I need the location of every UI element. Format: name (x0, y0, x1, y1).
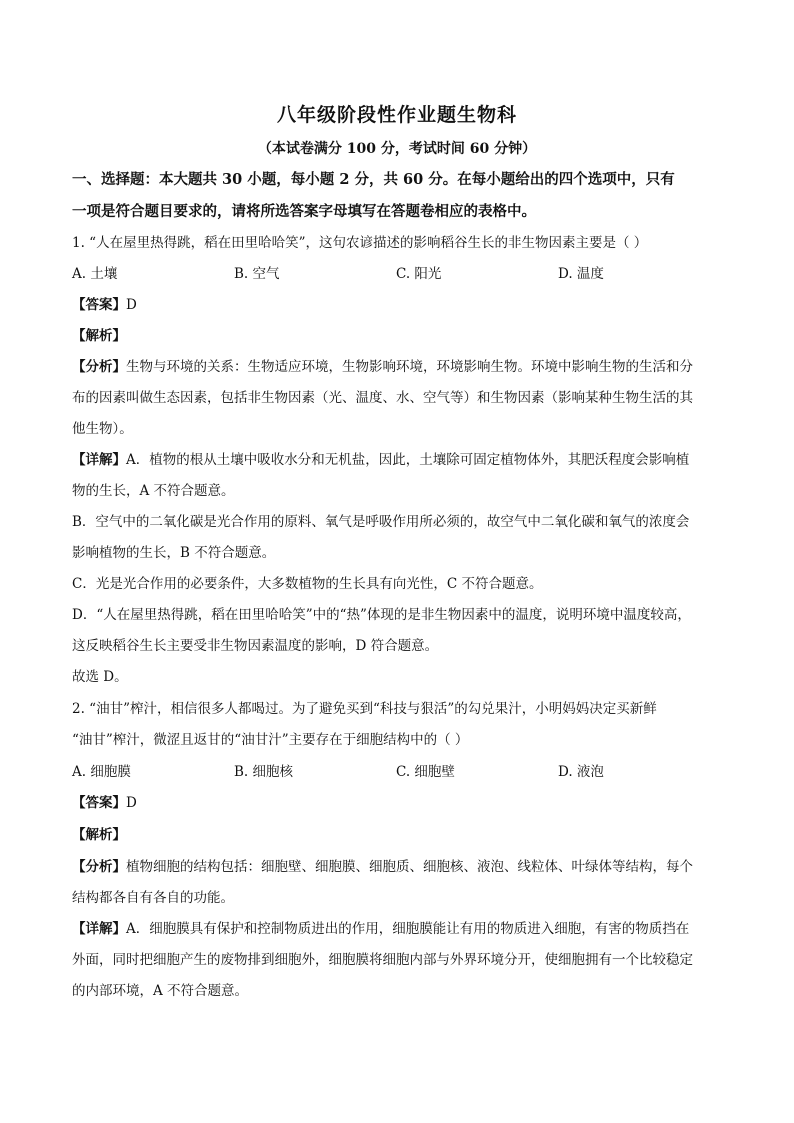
q1-stem: 1. “人在屋里热得跳，稻在田里哈哈笑”，这句农谚描述的影响稻谷生长的非生物因素主要是（ ） (72, 235, 648, 251)
page-title: 八年级阶段性作业题生物科 (276, 104, 517, 126)
xiangjie-text: A．细胞膜具有保护和控制物质进出的作用，细胞膜能让有用的物质进入细胞，有害的物质挡在 (126, 921, 690, 937)
fenxi-line-2: 布的因素叫做生态因素，包括非生物因素（光、温度、水、空气等）和生物因素（影响某种生物生活的其 (72, 390, 693, 406)
q2-option-b: B. 细胞核 (234, 764, 294, 780)
q2-xiangjie (72, 914, 722, 1007)
q1-option-a: A. 土壤 (72, 266, 118, 282)
q2-stem (72, 694, 722, 756)
q2-stem-line-2: “油甘”榨汁，微涩且返甘的“油甘汁”主要存在于细胞结构中的（ ） (72, 732, 469, 748)
xiangjie-tag: 【详解】 (72, 452, 126, 468)
xiangjie-line-c1: C．光是光合作用的必要条件，大多数植物的生长具有向光性，C 不符合题意。 (72, 576, 543, 592)
fenxi-line-2: 结构都各自有各自的功能。 (72, 890, 234, 906)
xiangjie-line-d2: 这反映稻谷生长主要受非生物因素温度的影响，D 符合题意。 (72, 638, 439, 654)
fenxi-text: 植物细胞的结构包括：细胞壁、细胞膜、细胞质、细胞核、液泡、线粒体、叶绿体等结构，每个 (126, 859, 693, 875)
q1-analysis-tag: 【解析】 (72, 328, 126, 344)
q2-answer (72, 788, 722, 819)
q1-answer (72, 290, 722, 321)
fenxi-tag: 【分析】 (72, 359, 126, 375)
fenxi-text: 生物与环境的关系：生物适应环境，生物影响环境，环境影响生物。环境中影响生物的生活和分 (126, 359, 693, 375)
q2-options (72, 757, 722, 788)
q1-option-d: D. 温度 (558, 266, 604, 282)
answer-value: D (126, 795, 137, 811)
q1-fenxi (72, 352, 722, 445)
xiangjie-line-b2: 影响植物的生长，B 不符合题意。 (72, 545, 276, 561)
conclusion-line: 故选 D。 (72, 669, 128, 685)
xiangjie-text: A．植物的根从土壤中吸收水分和无机盐，因此，土壤除可固定植物体外，其肥沃程度会影响植 (126, 452, 690, 468)
xiangjie-line-b1: B．空气中的二氧化碳是光合作用的原料、氧气是呼吸作用所必须的，故空气中二氧化碳和氧气的浓度会 (72, 514, 690, 530)
fenxi-line-1 (72, 852, 722, 883)
fenxi-line-1 (72, 352, 722, 383)
section-line-1: 一、选择题：本大题共 30 小题，每小题 2 分，共 60 分。在每小题给出的四个选项中，只有 (72, 171, 675, 188)
q2-fenxi (72, 852, 722, 914)
answer-tag: 【答案】 (72, 297, 126, 313)
xiangjie-line-a1 (72, 445, 722, 476)
q2-stem-line-1: 2. “油甘”榨汁，相信很多人都喝过。为了避免买到“科技与狠活”的勾兑果汁，小明妈妈决定买新鲜 (72, 701, 657, 717)
section-instructions (72, 164, 722, 228)
section-line-2: 一项是符合题目要求的，请将所选答案字母填写在答题卷相应的表格中。 (72, 203, 536, 220)
page-subtitle: （本试卷满分 100 分，考试时间 60 分钟） (257, 141, 537, 157)
fenxi-tag: 【分析】 (72, 859, 126, 875)
xiangjie-tag: 【详解】 (72, 921, 126, 937)
xiangjie-line-a2: 外面，同时把细胞产生的废物排到细胞外，细胞膜将细胞内部与外界环境分开，使细胞拥有一个比较稳定 (72, 952, 693, 968)
xiangjie-line-a3: 的内部环境，A 不符合题意。 (72, 983, 249, 999)
q1-option-b: B. 空气 (234, 266, 280, 282)
xiangjie-line-d1: D．“人在屋里热得跳，稻在田里哈哈笑”中的“热”体现的是非生物因素中的温度，说明环境中温度较高， (72, 607, 691, 623)
q1-xiangjie (72, 445, 722, 693)
q1-option-c: C. 阳光 (396, 266, 442, 282)
q2-option-c: C. 细胞壁 (396, 764, 455, 780)
q2-option-a: A. 细胞膜 (72, 764, 131, 780)
answer-tag: 【答案】 (72, 795, 126, 811)
answer-value: D (126, 297, 137, 313)
q2-analysis-tag: 【解析】 (72, 827, 126, 843)
xiangjie-line-a2: 物的生长，A 不符合题意。 (72, 483, 235, 499)
fenxi-line-3: 他生物）。 (72, 421, 133, 437)
q2-option-d: D. 液泡 (558, 764, 604, 780)
xiangjie-line-a1 (72, 914, 722, 945)
q1-options (72, 259, 722, 290)
